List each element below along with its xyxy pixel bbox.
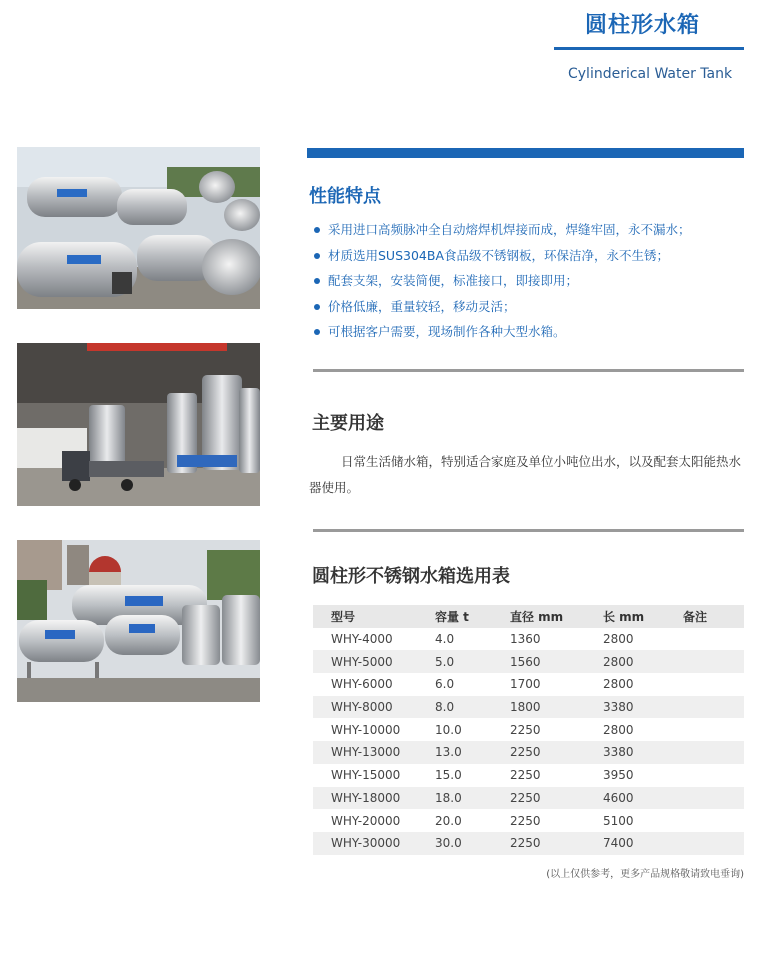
table-row (313, 673, 744, 696)
bullet-icon (314, 278, 320, 284)
length-cell: 4600 (603, 787, 683, 810)
features-list (312, 219, 691, 347)
model-cell: WHY-6000 (331, 677, 393, 692)
remark-cell (683, 718, 744, 741)
product-photo-horizontal-tanks (17, 147, 260, 309)
remark-cell (683, 764, 744, 787)
table-row (313, 696, 744, 719)
column-header: 长 mm (603, 605, 683, 628)
table-row (313, 718, 744, 741)
product-photo-factory-tanks (17, 343, 260, 506)
usage-paragraph: 日常生活储水箱，特别适合家庭及单位小吨位出水，以及配套太阳能热水器使用。 (309, 454, 742, 495)
table-row (313, 832, 744, 855)
length-cell: 2800 (603, 632, 634, 647)
title-underline (554, 47, 744, 50)
diameter-cell: 2250 (510, 813, 541, 828)
table-row (313, 650, 744, 673)
diameter-cell: 1560 (510, 650, 603, 673)
list-item: 价格低廉，重量较轻，移动灵活； (312, 296, 691, 322)
remark-cell (683, 673, 744, 696)
length-cell: 2800 (603, 722, 634, 737)
remark-cell (683, 628, 744, 651)
length-cell: 7400 (603, 832, 683, 855)
diameter-cell: 2250 (510, 832, 603, 855)
capacity-cell: 15.0 (435, 768, 462, 783)
table-row (313, 787, 744, 810)
diameter-cell: 2250 (510, 768, 541, 783)
table-row (313, 809, 744, 832)
section-divider (313, 369, 744, 372)
diameter-cell: 1800 (510, 696, 603, 719)
remark-cell (683, 832, 744, 855)
capacity-cell: 10.0 (435, 722, 462, 737)
usage-heading: 主要用途 (312, 413, 384, 434)
length-cell: 2800 (603, 677, 634, 692)
model-cell: WHY-20000 (331, 813, 401, 828)
remark-cell (683, 741, 744, 764)
length-cell: 3380 (603, 696, 683, 719)
length-cell: 3380 (603, 741, 683, 764)
table-row (313, 764, 744, 787)
list-item: 材质选用SUS304BA食品级不锈钢板，环保洁净，永不生锈； (312, 245, 691, 271)
model-cell: WHY-18000 (313, 787, 435, 810)
model-cell: WHY-15000 (331, 768, 401, 783)
spec-table (313, 605, 744, 855)
bullet-icon (314, 329, 320, 335)
bullet-icon (314, 227, 320, 233)
remark-cell (683, 696, 744, 719)
length-cell: 3950 (603, 768, 634, 783)
diameter-cell: 2250 (510, 787, 603, 810)
capacity-cell: 8.0 (435, 696, 510, 719)
diameter-cell: 2250 (510, 722, 541, 737)
capacity-cell: 5.0 (435, 650, 510, 673)
section-header-bar (307, 148, 744, 158)
table-row (313, 741, 744, 764)
features-heading: 性能特点 (309, 186, 381, 207)
remark-cell (683, 650, 744, 673)
product-photo-outdoor-tanks (17, 540, 260, 702)
capacity-cell: 6.0 (435, 677, 455, 692)
table-header-row (313, 605, 744, 628)
remark-cell (683, 787, 744, 810)
capacity-cell: 18.0 (435, 787, 510, 810)
length-cell: 5100 (603, 813, 634, 828)
bullet-icon (314, 253, 320, 259)
diameter-cell: 1360 (510, 632, 541, 647)
length-cell: 2800 (603, 650, 683, 673)
model-cell: WHY-10000 (331, 722, 401, 737)
diameter-cell: 2250 (510, 741, 603, 764)
table-row (313, 628, 744, 651)
table-footnote: (以上仅供参考，更多产品规格敬请致电垂询) (546, 869, 744, 880)
capacity-cell: 13.0 (435, 741, 510, 764)
column-header: 直径 mm (510, 605, 603, 628)
capacity-cell: 4.0 (435, 632, 455, 647)
section-divider (313, 529, 744, 532)
model-cell: WHY-4000 (331, 632, 393, 647)
model-cell: WHY-5000 (313, 650, 435, 673)
model-cell: WHY-13000 (313, 741, 435, 764)
capacity-cell: 20.0 (435, 813, 462, 828)
column-header: 型号 (313, 605, 435, 628)
model-cell: WHY-8000 (313, 696, 435, 719)
column-header: 容量 t (435, 605, 510, 628)
page-subtitle: Cylinderical Water Tank (568, 66, 733, 82)
page-title: 圆柱形水箱 (585, 13, 701, 38)
diameter-cell: 1700 (510, 677, 541, 692)
column-header: 备注 (683, 605, 744, 628)
bullet-icon (314, 304, 320, 310)
model-cell: WHY-30000 (313, 832, 435, 855)
capacity-cell: 30.0 (435, 832, 510, 855)
spec-table-heading: 圆柱形不锈钢水箱选用表 (312, 566, 510, 587)
list-item: 采用进口高频脉冲全自动熔焊机焊接而成，焊缝牢固，永不漏水； (312, 219, 691, 245)
list-item: 配套支架，安装简便，标准接口，即接即用； (312, 270, 691, 296)
list-item: 可根据客户需要，现场制作各种大型水箱。 (312, 321, 691, 347)
remark-cell (683, 809, 744, 832)
